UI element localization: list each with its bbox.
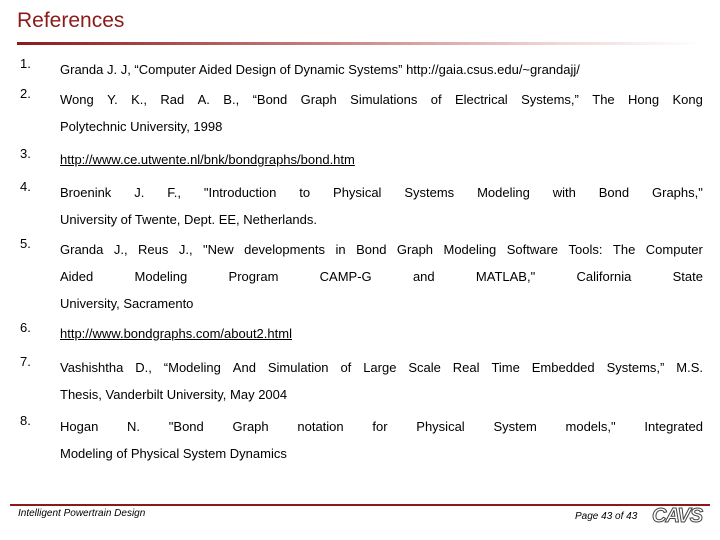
reference-word: Graph — [396, 242, 434, 257]
reference-word: Reus — [138, 242, 169, 257]
reference-word: Scale — [408, 360, 441, 375]
reference-word: N. — [127, 419, 141, 434]
reference-text: University of Twente, Dept. EE, Netherlands. — [60, 212, 317, 227]
reference-word: Tools: — [568, 242, 603, 257]
reference-text: Modeling of Physical System Dynamics — [60, 446, 287, 461]
reference-link[interactable]: http://www.ce.utwente.nl/bnk/bondgraphs/bond.htm — [60, 152, 355, 167]
reference-word: Graphs," — [652, 185, 703, 200]
reference-text — [60, 86, 703, 113]
reference-word: Physical — [416, 419, 465, 434]
reference-text — [60, 179, 703, 206]
reference-word: Broenink — [60, 185, 112, 200]
reference-word: to — [299, 185, 311, 200]
reference-word: Granda — [60, 242, 104, 257]
reference-word: of — [340, 360, 352, 375]
reference-word: Simulations — [350, 92, 418, 107]
reference-word: Modeling — [443, 242, 497, 257]
reference-word: Graph — [232, 419, 269, 434]
page-number: Page 43 of 43 — [575, 511, 638, 522]
reference-word: Simulation — [267, 360, 329, 375]
reference-text — [60, 236, 703, 263]
reference-word: Systems,” — [606, 360, 665, 375]
reference-word: And — [232, 360, 256, 375]
title-divider — [17, 42, 703, 45]
reference-word: D., — [135, 360, 152, 375]
reference-word: notation — [297, 419, 344, 434]
reference-number: 1. — [20, 56, 31, 71]
cavs-logo: CAVS — [652, 505, 703, 527]
reference-text: Granda J. J, “Computer Aided Design of Dynamic Systems” http://gaia.csus.edu/~grandajj/ — [60, 62, 580, 77]
reference-link[interactable]: http://www.bondgraphs.com/about2.html — [60, 326, 292, 341]
reference-number: 7. — [20, 354, 31, 369]
reference-word: “Bond — [252, 92, 288, 107]
reference-word: Computer — [645, 242, 703, 257]
reference-word: State — [672, 269, 703, 284]
reference-word: Real — [452, 360, 480, 375]
reference-word: J., — [178, 242, 193, 257]
reference-text — [60, 263, 703, 290]
reference-word: with — [552, 185, 576, 200]
reference-word: Hong — [628, 92, 660, 107]
reference-item — [20, 320, 703, 347]
reference-number: 6. — [20, 320, 31, 335]
reference-word: Y. — [107, 92, 118, 107]
page-title: References — [17, 9, 125, 32]
reference-word: Wong — [60, 92, 94, 107]
reference-word: "New — [203, 242, 234, 257]
reference-text: Polytechnic University, 1998 — [60, 119, 223, 134]
footer-divider — [10, 504, 710, 506]
reference-item — [20, 354, 703, 408]
reference-item — [20, 56, 703, 83]
reference-number: 5. — [20, 236, 31, 251]
reference-word: Time — [491, 360, 520, 375]
reference-word: Program — [228, 269, 279, 284]
reference-word: Bond — [598, 185, 630, 200]
reference-word: "Introduction — [203, 185, 277, 200]
reference-text: University, Sacramento — [60, 296, 194, 311]
reference-text — [60, 413, 703, 440]
reference-word: and — [412, 269, 435, 284]
reference-word: The — [592, 92, 615, 107]
reference-word: California — [576, 269, 632, 284]
reference-item — [20, 146, 703, 173]
reference-word: Kong — [672, 92, 703, 107]
reference-word: of — [430, 92, 442, 107]
reference-item — [20, 236, 703, 317]
reference-word: Systems,” — [521, 92, 579, 107]
reference-word: Electrical — [454, 92, 508, 107]
reference-word: Hogan — [60, 419, 99, 434]
reference-word: Embedded — [531, 360, 595, 375]
reference-word: Graph — [300, 92, 337, 107]
reference-word: Aided — [60, 269, 94, 284]
reference-word: Systems — [404, 185, 455, 200]
reference-word: MATLAB," — [475, 269, 536, 284]
reference-word: "Bond — [168, 419, 204, 434]
reference-word: Physical — [333, 185, 382, 200]
reference-item — [20, 86, 703, 140]
reference-word: Vashishtha — [60, 360, 124, 375]
reference-word: K., — [131, 92, 147, 107]
reference-word: F., — [167, 185, 181, 200]
reference-text: Thesis, Vanderbilt University, May 2004 — [60, 387, 288, 402]
reference-word: A. — [197, 92, 210, 107]
reference-word: “Modeling — [163, 360, 221, 375]
reference-word: Integrated — [644, 419, 703, 434]
reference-number: 8. — [20, 413, 31, 428]
reference-word: Software — [506, 242, 559, 257]
reference-word: J. — [134, 185, 145, 200]
reference-item — [20, 413, 703, 467]
reference-number: 2. — [20, 86, 31, 101]
reference-word: The — [612, 242, 636, 257]
reference-word: for — [372, 419, 388, 434]
reference-word: Modeling — [477, 185, 530, 200]
reference-word: Large — [363, 360, 397, 375]
reference-word: Bond — [356, 242, 387, 257]
reference-word: System — [493, 419, 537, 434]
reference-word: developments — [244, 242, 326, 257]
reference-item — [20, 179, 703, 233]
reference-number: 3. — [20, 146, 31, 161]
reference-word: J., — [113, 242, 128, 257]
reference-word: M.S. — [676, 360, 703, 375]
reference-number: 4. — [20, 179, 31, 194]
footer-course-title: Intelligent Powertrain Design — [18, 508, 146, 519]
reference-word: B., — [223, 92, 240, 107]
reference-word: CAMP-G — [319, 269, 372, 284]
reference-word: in — [335, 242, 346, 257]
reference-word: Modeling — [134, 269, 188, 284]
reference-word: models," — [565, 419, 616, 434]
reference-word: Rad — [160, 92, 185, 107]
reference-text — [60, 354, 703, 381]
